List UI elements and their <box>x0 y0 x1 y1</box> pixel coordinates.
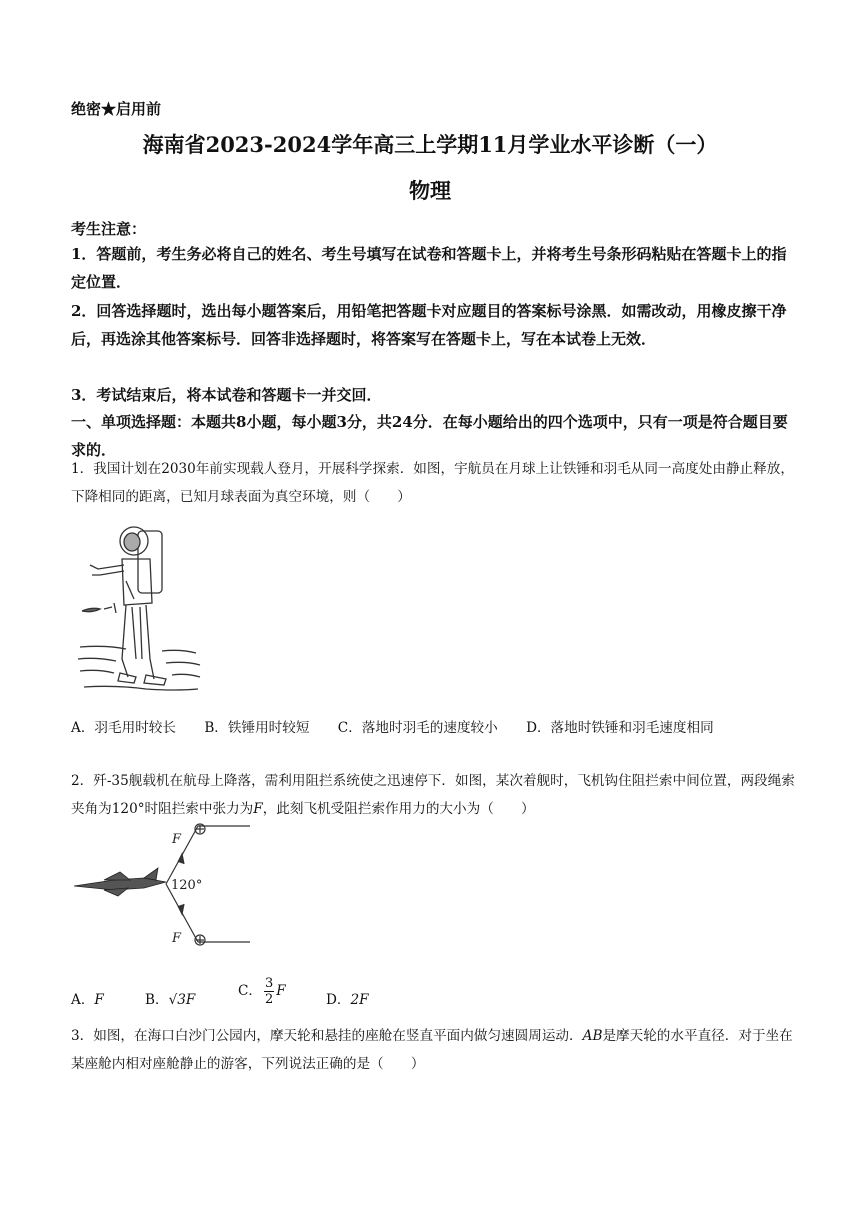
q1-option-d[interactable]: D．落地时铁锤和羽毛速度相同 <box>526 720 714 736</box>
q2-option-d-value: 2F <box>350 992 369 1008</box>
q2-option-c-fraction <box>264 976 274 1007</box>
q2-option-b[interactable] <box>145 988 195 1008</box>
force-label-lower: F <box>172 931 182 946</box>
arresting-cable-figure <box>74 818 256 958</box>
q2-option-c-label: C． <box>238 983 262 999</box>
q1-option-c[interactable]: C．落地时羽毛的速度较小 <box>337 720 498 736</box>
q2-option-d-label: D． <box>326 992 351 1008</box>
subject-title: 物理 <box>409 178 451 203</box>
notice-item-3: 3．考试结束后，将本试卷和答题卡一并交回． <box>71 386 382 404</box>
secret-mark: 绝密★启用前 <box>71 100 162 118</box>
notice-item-1: 1．答题前，考生务必将自己的姓名、考生号填写在试卷和答题卡上，并将考生号条形码粘贴在答题卡上的指定位置． <box>71 245 787 291</box>
q3-segment: AB <box>582 1028 603 1044</box>
question-2-stem <box>71 767 795 823</box>
force-label-upper: F <box>172 832 182 847</box>
q2-option-d[interactable] <box>326 988 369 1008</box>
q1-option-b[interactable]: B．铁锤用时较短 <box>204 720 310 736</box>
angle-label: 120° <box>171 878 203 893</box>
fraction-numerator: 3 <box>265 976 274 991</box>
q2-stem-part2: 时阻拦索中张力为 <box>144 801 254 817</box>
q2-option-b-label: B． <box>145 992 169 1008</box>
q3-stem-part2: 是摩天轮的水平直径．对于坐在某座舱内相对座舱静止的游客，下列说法正确的是（ ） <box>71 1028 793 1072</box>
q2-stem-part1: 2．歼-35舰载机在航母上降落，需利用阻拦系统使之迅速停下．如图，某次着舰时，飞机钩住阻拦索中间位置，两段绳索夹角为 <box>71 773 795 817</box>
question-1-stem: 1．我国计划在2030年前实现载人登月，开展科学探索．如图，宇航员在月球上让铁锤和羽毛从同一高度处由静止释放，下降相同的距离，已知月球表面为真空环境，则（ ） <box>71 461 794 505</box>
fraction-denominator: 2 <box>265 992 274 1007</box>
q2-stem-part3: ，此刻飞机受阻拦索作用力的大小为（ ） <box>262 801 535 817</box>
question-2-options <box>71 976 471 1020</box>
section-heading: 一、单项选择题：本题共8小题，每小题3分，共24分．在每小题给出的四个选项中，只有一项是符合题目要求的． <box>71 413 788 459</box>
q2-option-a-label: A． <box>71 992 95 1008</box>
astronaut-figure <box>76 519 202 695</box>
exam-title: 海南省2023-2024学年高三上学期11月学业水平诊断（一） <box>142 132 718 157</box>
question-3-stem <box>71 1022 795 1078</box>
question-1-options <box>71 716 831 736</box>
q3-stem-part1: 3．如图，在海口白沙门公园内，摩天轮和悬挂的座舱在竖直平面内做匀速圆周运动． <box>71 1028 583 1044</box>
q2-angle: 120° <box>111 801 145 817</box>
q1-option-a[interactable]: A．羽毛用时较长 <box>71 720 176 736</box>
q2-option-c-var: F <box>276 983 286 999</box>
q2-option-c[interactable] <box>238 976 286 1007</box>
q2-option-a[interactable] <box>71 988 104 1008</box>
q2-force-symbol: F <box>253 801 263 817</box>
q2-option-a-value: F <box>94 992 104 1008</box>
notice-item-2: 2．回答选择题时，选出每小题答案后，用铅笔把答题卡对应题目的答案标号涂黑．如需改动，用橡皮擦干净后，再选涂其他答案标号．回答非选择题时，将答案写在答题卡上，写在本试卷上无效． <box>71 302 787 348</box>
q2-option-b-value: √3F <box>168 992 196 1008</box>
notice-heading: 考生注意： <box>71 220 147 238</box>
